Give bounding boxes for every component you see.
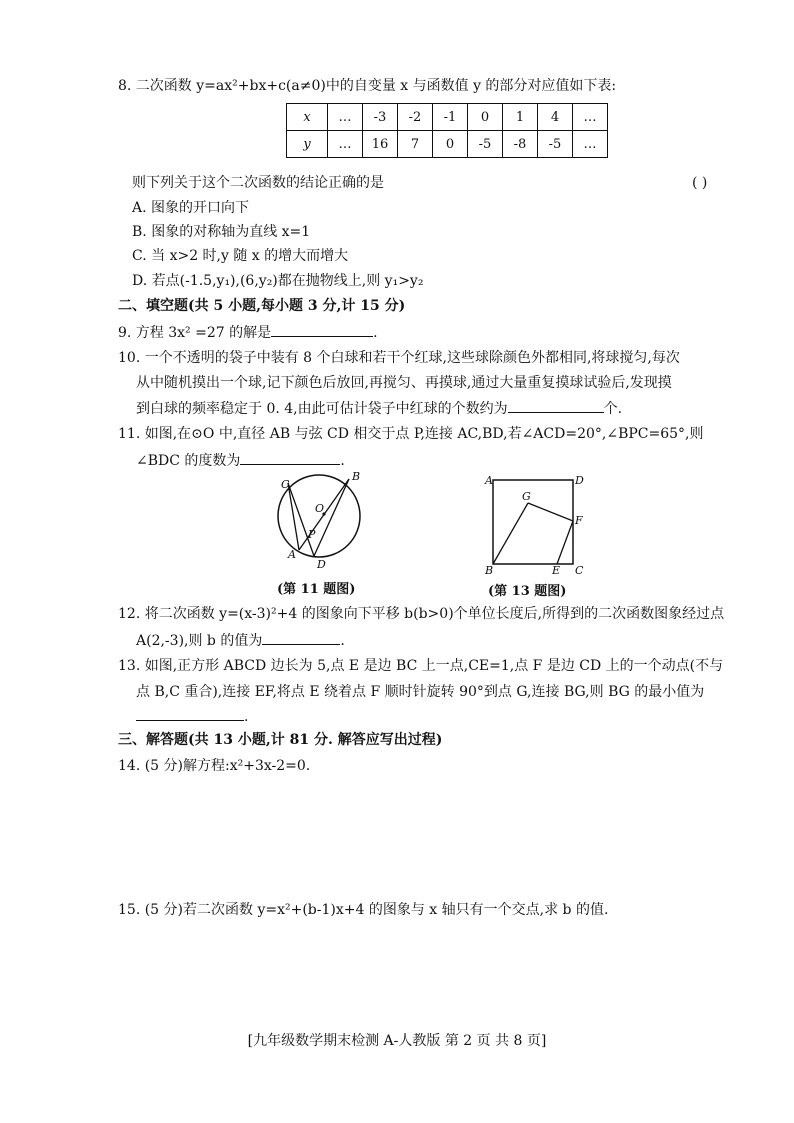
answer-blank[interactable] [262,630,340,645]
label-c: C [281,478,290,491]
label-f: F [575,514,583,527]
table-cell: -1 [433,104,468,131]
table-cell: … [328,131,363,158]
q11-line2-text: ∠BDC 的度数为 [136,453,241,469]
answer-blank[interactable] [271,322,373,337]
table-row-y [287,131,608,158]
page-footer: [九年级数学期末检测 A-人教版 第 2 页 共 8 页] [247,1033,547,1049]
section-2-heading: 二、填空题(共 5 小题,每小题 3 分,计 15 分) [118,298,406,314]
answer-blank[interactable] [136,706,244,721]
q13-end: . [244,709,249,725]
table-cell: 4 [538,104,573,131]
q12-end: . [340,633,345,649]
label-p: P [308,528,316,541]
label-c: C [575,564,584,577]
label-g: G [522,490,531,503]
q10-end: 个. [603,401,623,417]
q10-line2: 从中随机摸出一个球,记下颜色后放回,再搅匀、再摸球,通过大量重复摸球试验后,发现摸 [136,375,672,391]
section-3-heading: 三、解答题(共 13 小题,计 81 分. 解答应写出过程) [118,732,443,748]
q9-text: 9. 方程 3x² =27 的解是 [118,325,272,341]
label-a: A [288,548,296,561]
q11-line1: 11. 如图,在⊙O 中,直径 AB 与弦 CD 相交于点 P,连接 AC,BD,若∠ACD=20°,∠BPC=65°,则 [118,426,704,442]
table-header-y: y [287,131,328,158]
q9-end: . [373,325,378,341]
q12-line2 [136,630,345,651]
table-cell: 0 [468,104,503,131]
table-cell: -8 [503,131,538,158]
segment-bg [493,503,528,564]
segment-fe [557,521,573,564]
q8-option-d: D. 若点(-1.5,y₁),(6,y₂)都在抛物线上,则 y₁>y₂ [132,273,424,289]
table-cell: -5 [538,131,573,158]
chord-cd [288,483,314,556]
q8-option-a: A. 图象的开口向下 [132,200,250,216]
answer-blank[interactable] [508,398,604,413]
q12-line1: 12. 将二次函数 y=(x-3)²+4 的图象向下平移 b(b>0)个单位长度后,所得到的二次函数图象经过点 [118,606,725,622]
table-cell: 16 [363,131,398,158]
table-cell: … [573,131,608,158]
chord-ca [288,483,299,550]
q13-line2: 点 B,C 重合),连接 EF,将点 E 绕着点 F 顺时针旋转 90°到点 G,连接 BG,则 BG 的最小值为 [136,684,705,700]
q10-line1: 10. 一个不透明的袋子中装有 8 个白球和若干个红球,这些球除颜色外都相同,将球搅匀,每次 [118,350,680,366]
table-cell: 7 [398,131,433,158]
figure-11-circle [268,466,388,576]
figure-13-square [478,470,588,580]
label-d: D [575,474,584,487]
q8-prompt: 则下列关于这个二次函数的结论正确的是 [132,175,384,191]
label-o: O [315,502,325,515]
q14: 14. (5 分)解方程:x²+3x-2=0. [118,758,311,774]
q10-line3-text: 到白球的频率稳定于 0. 4,由此可估计袋子中红球的个数约为 [136,401,508,417]
chord-bd [314,479,349,556]
label-d: D [317,558,326,571]
q8-option-c: C. 当 x>2 时,y 随 x 的增大而增大 [132,248,349,264]
table-cell: -5 [468,131,503,158]
answer-paren: ( ) [692,175,708,191]
segment-gf [528,503,573,521]
q8-option-b: B. 图象的对称轴为直线 x=1 [132,224,311,240]
q11-end: . [340,453,345,469]
table-cell: -2 [398,104,433,131]
answer-blank[interactable] [240,450,340,465]
table-cell: 1 [503,104,538,131]
q13-line1: 13. 如图,正方形 ABCD 边长为 5,点 E 是边 BC 上一点,CE=1,点 F 是边 CD 上的一个动点(不与 [118,658,724,674]
table-cell: 0 [433,131,468,158]
q12-line2-text: A(2,-3),则 b 的值为 [136,633,263,649]
table-cell: -3 [363,104,398,131]
value-table [286,103,608,158]
q15: 15. (5 分)若二次函数 y=x²+(b-1)x+4 的图象与 x 轴只有一个交点,求 b 的值. [118,902,609,918]
figure-13-caption: (第 13 题图) [488,584,567,599]
table-cell: … [328,104,363,131]
label-e: E [552,564,561,577]
q8-stem: 8. 二次函数 y=ax²+bx+c(a≠0)中的自变量 x 与函数值 y 的部分对应值如下表: [118,78,617,94]
q13-line3 [136,706,248,727]
q9 [118,322,378,343]
q10-line3 [136,398,622,419]
table-header-x: x [287,104,328,131]
table-row-x [287,104,608,131]
label-b: B [485,564,494,577]
figure-11-caption: (第 11 题图) [277,582,356,597]
table-cell: … [573,104,608,131]
label-a: A [485,474,493,487]
label-b: B [352,470,361,483]
